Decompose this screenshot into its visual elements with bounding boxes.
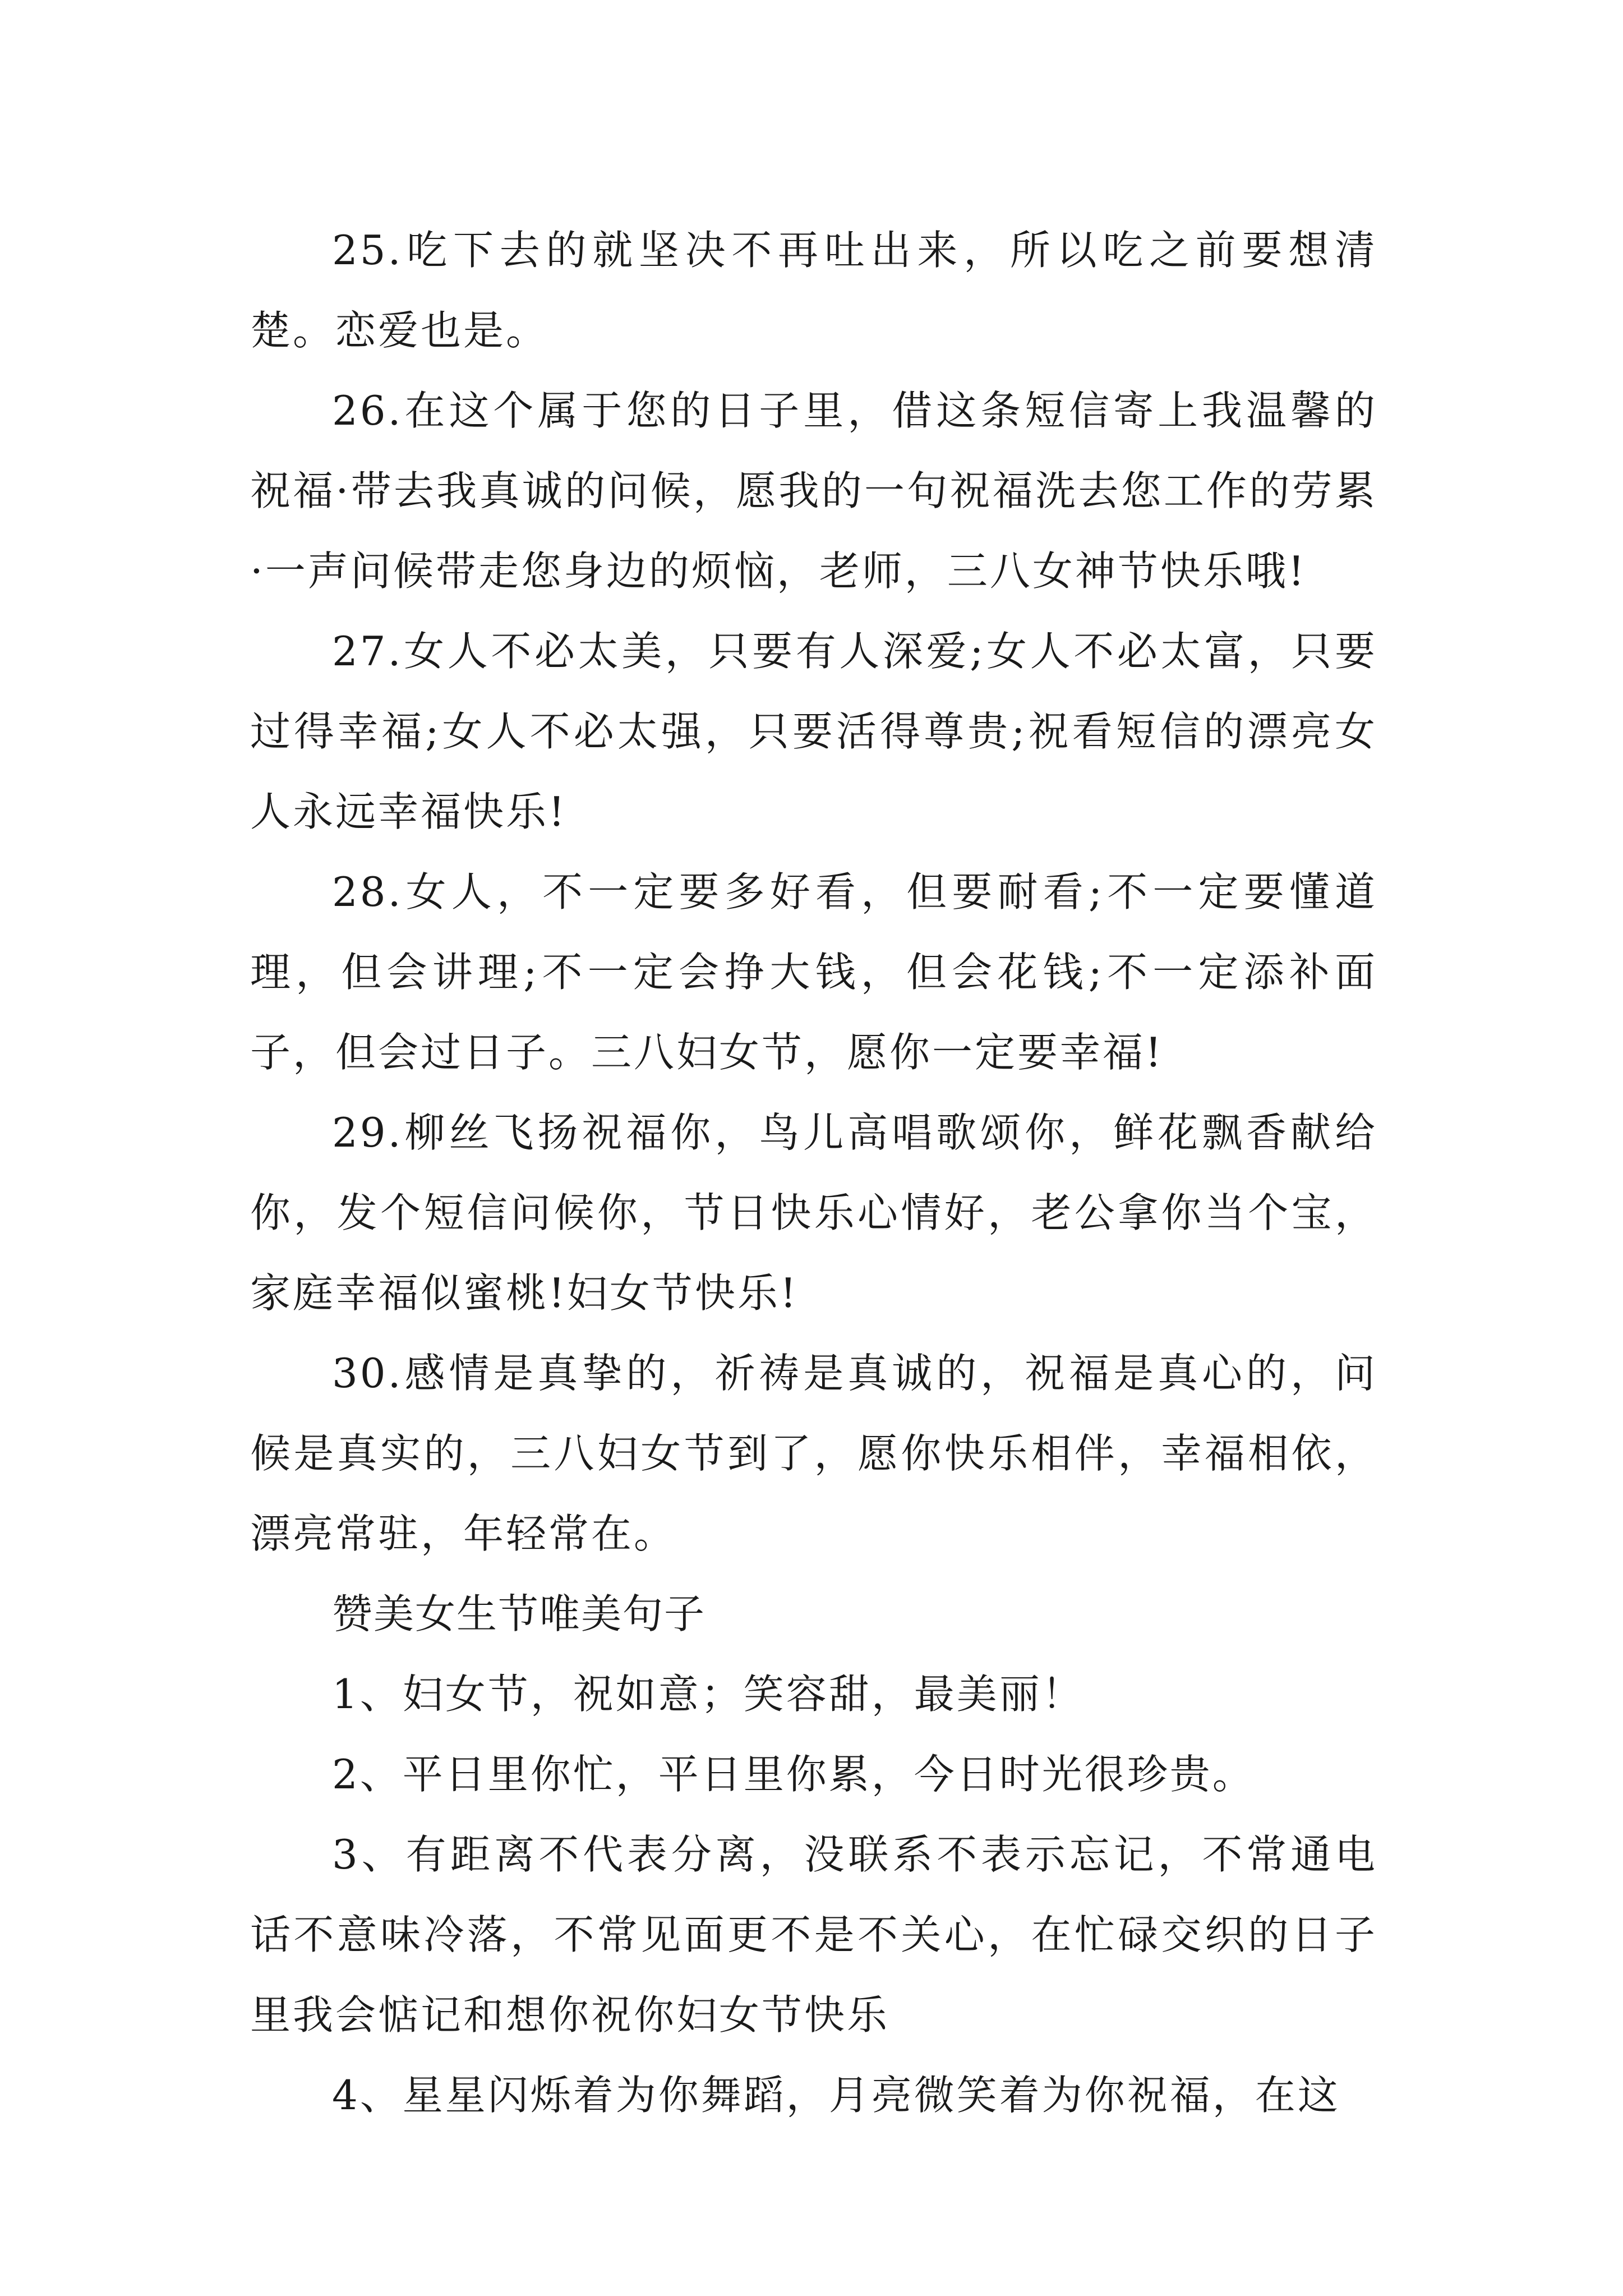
list-item-2: 2、平日里你忙，平日里你累，今日时光很珍贵。	[332, 1751, 1255, 1798]
paragraph-27: 27.女人不必太美，只要有人深爱;女人不必太富，只要过得幸福;女人不必太强，只要活得尊贵;祝看短信的漂亮女人永远幸福快乐!	[250, 628, 1377, 835]
paragraph-28: 28.女人，不一定要多好看，但要耐看;不一定要懂道理，但会讲理;不一定会挣大钱，但会花钱;不一定添补面子，但会过日子。三八妇女节，愿你一定要幸福!	[250, 868, 1377, 1076]
list-item-1: 1、妇女节，祝如意；笑容甜，最美丽！	[332, 1671, 1085, 1718]
paragraph-26: 26.在这个属于您的日子里，借这条短信寄上我温馨的祝福·带去我真诚的问候，愿我的一句祝福洗去您工作的劳累·一声问候带走您身边的烦恼，老师，三八女神节快乐哦!	[250, 387, 1377, 595]
document-body	[250, 210, 1377, 2136]
paragraph-25: 25.吃下去的就坚决不再吐出来，所以吃之前要想清楚。恋爱也是。	[250, 227, 1377, 354]
paragraph-30: 30.感情是真挚的，祈祷是真诚的，祝福是真心的，问候是真实的，三八妇女节到了，愿你快乐相伴，幸福相依，漂亮常驻，年轻常在。	[250, 1350, 1377, 1557]
list-item-3: 3、有距离不代表分离，没联系不表示忘记，不常通电话不意味冷落，不常见面更不是不关心，在忙碌交织的日子里我会惦记和想你祝你妇女节快乐	[250, 1831, 1377, 2039]
section-heading: 赞美女生节唯美句子	[332, 1590, 706, 1637]
list-item-4: 4、星星闪烁着为你舞蹈，月亮微笑着为你祝福，在这	[332, 2072, 1340, 2119]
paragraph-29: 29.柳丝飞扬祝福你，鸟儿高唱歌颂你，鲜花飘香献给你，发个短信问候你，节日快乐心情好，老公拿你当个宝，家庭幸福似蜜桃!妇女节快乐!	[250, 1109, 1377, 1317]
